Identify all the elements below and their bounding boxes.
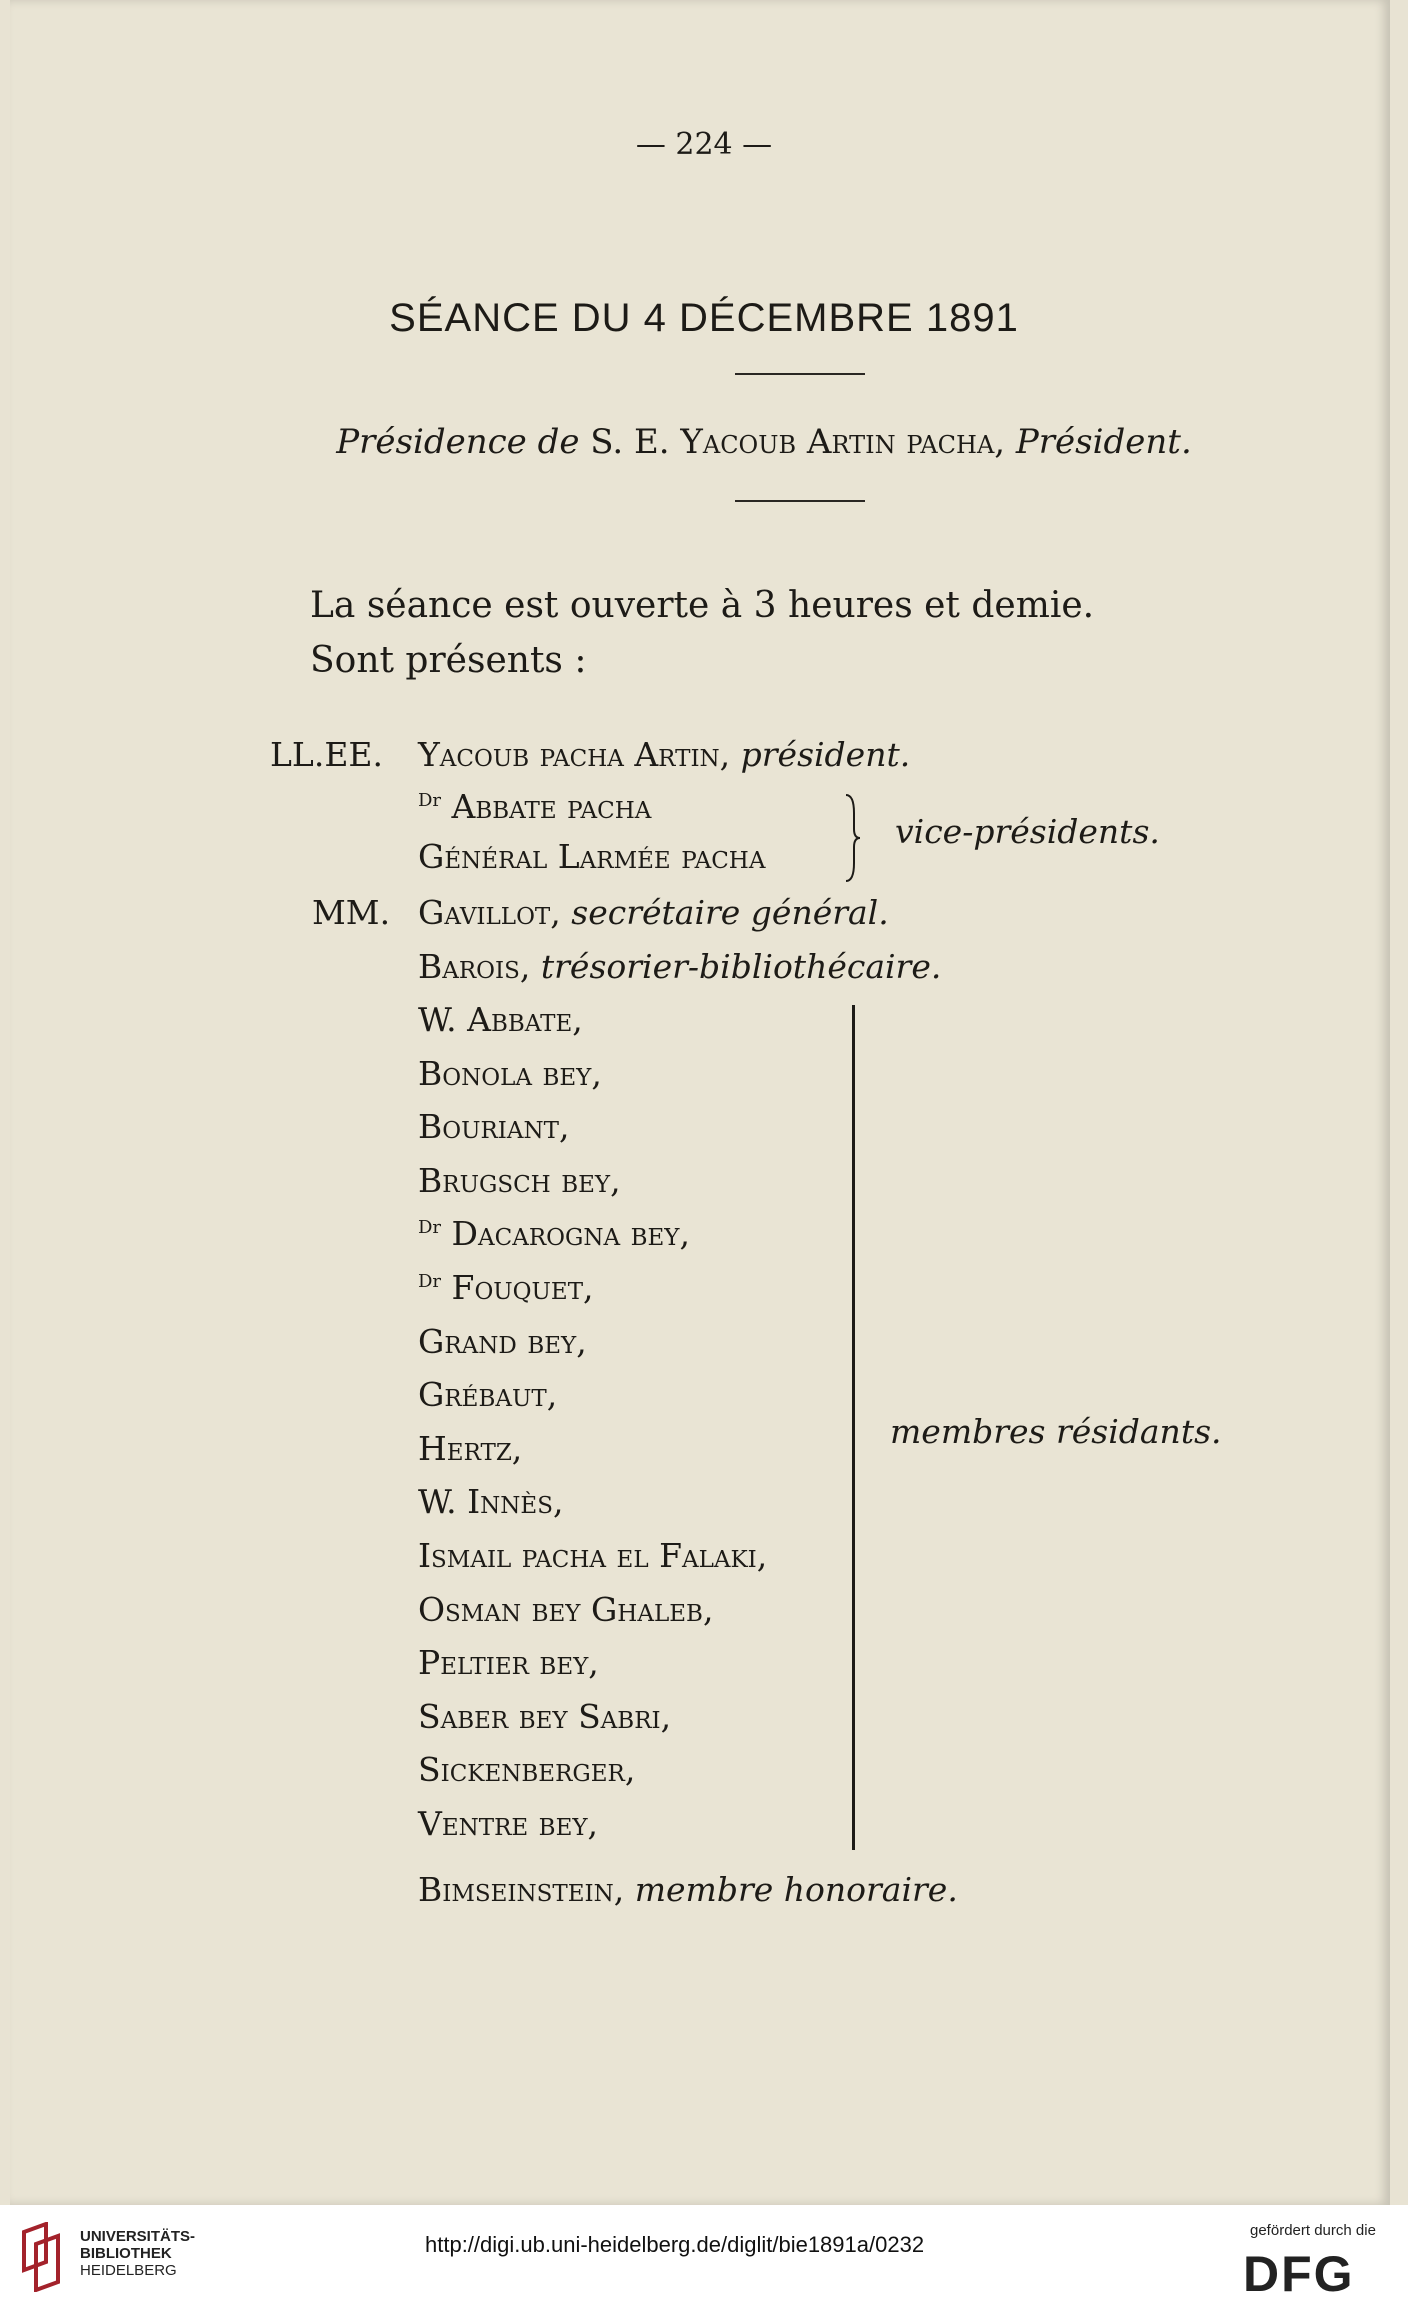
member-entry — [418, 1214, 690, 1253]
vice-president-name: Général Larmée pacha — [418, 837, 766, 876]
vice-president-name: Abbate pacha — [451, 787, 652, 826]
member-name: W. Abbate, — [418, 1000, 583, 1039]
presidence-name: S. E. Yacoub Artin pacha, — [590, 422, 1006, 462]
secretary-role: secrétaire général. — [571, 893, 889, 932]
secretary-name: Gavillot, — [418, 893, 561, 932]
footer-bar — [0, 2205, 1408, 2315]
member-entry — [418, 1161, 621, 1200]
member-name: Dacarogna bey, — [451, 1214, 690, 1254]
honorary-role: membre honoraire. — [634, 1870, 958, 1909]
vice-president-entry — [418, 787, 651, 826]
member-entry — [418, 1375, 557, 1414]
members-label: membres résidants. — [890, 1412, 1222, 1451]
member-name: Ismail pacha el Falaki, — [418, 1536, 768, 1575]
vice-president-entry — [418, 837, 765, 876]
vice-president-title: Dr — [418, 790, 442, 811]
president-role: président. — [740, 735, 911, 774]
member-title: Dr — [418, 1271, 442, 1292]
presidence-prefix: Présidence de — [336, 422, 580, 462]
vice-brace-icon — [842, 793, 862, 883]
secretary-entry — [418, 893, 889, 932]
members-bracket-point — [852, 1415, 861, 1445]
member-entry — [418, 1054, 602, 1093]
president-name: Yacoub pacha Artin, — [418, 735, 731, 774]
llee-label: LL.EE. — [270, 735, 383, 774]
member-entry — [418, 1322, 587, 1361]
member-name: Sickenberger, — [418, 1750, 636, 1790]
treasurer-entry — [418, 947, 941, 986]
source-url-link[interactable]: http://digi.ub.uni-heidelberg.de/diglit/bie1891a/0232 — [425, 2232, 925, 2257]
library-logo-icon — [16, 2222, 66, 2292]
member-name: Saber bey Sabri, — [418, 1696, 672, 1736]
member-entry — [418, 1643, 599, 1682]
presidence-line — [0, 422, 1408, 462]
vice-presidents-label: vice-présidents. — [895, 812, 1160, 851]
member-entry — [418, 1107, 569, 1146]
member-title: Dr — [418, 1217, 442, 1239]
library-line: BIBLIOTHEK — [80, 2245, 172, 2262]
member-entry — [418, 1000, 583, 1039]
honorary-name: Bimseinstein, — [418, 1870, 625, 1909]
member-entry — [418, 1268, 594, 1307]
treasurer-role: trésorier-bibliothécaire. — [540, 947, 942, 986]
session-title: SÉANCE DU 4 DÉCEMBRE 1891 — [389, 296, 1019, 340]
title-rule — [735, 373, 865, 375]
member-name: Hertz, — [418, 1428, 523, 1468]
member-entry — [418, 1590, 713, 1629]
library-line: HEIDELBERG — [80, 2262, 177, 2279]
member-entry — [418, 1804, 598, 1843]
treasurer-name: Barois, — [418, 947, 531, 986]
library-name — [80, 2228, 195, 2279]
member-entry — [418, 1429, 522, 1468]
member-name: Brugsch bey, — [418, 1160, 621, 1200]
present-line: Sont présents : — [310, 640, 587, 681]
presidence-suffix: Président. — [1015, 422, 1192, 462]
library-line: UNIVERSITÄTS- — [80, 2228, 196, 2245]
member-name: Ventre bey, — [418, 1804, 599, 1843]
member-name: Peltier bey, — [418, 1643, 599, 1683]
member-entry — [418, 1536, 767, 1575]
funding-text: gefördert durch die — [1250, 2222, 1376, 2239]
member-name: W. Innès, — [418, 1482, 564, 1522]
presidence-rule — [735, 500, 865, 502]
member-entry — [418, 1482, 563, 1521]
member-name: Bonola bey, — [418, 1053, 602, 1093]
member-name: Bouriant, — [418, 1107, 570, 1147]
honorary-entry — [418, 1870, 958, 1909]
member-entry — [418, 1697, 671, 1736]
mm-label: MM. — [312, 893, 391, 932]
member-entry — [418, 1750, 635, 1789]
dfg-logo: DFG — [1243, 2246, 1355, 2302]
page-number: — 224 — — [635, 127, 773, 162]
member-name: Fouquet, — [451, 1268, 594, 1307]
opening-line: La séance est ouverte à 3 heures et demie. — [310, 585, 1095, 626]
member-name: Grébaut, — [418, 1375, 558, 1415]
member-name: Grand bey, — [418, 1321, 587, 1361]
president-entry — [418, 735, 910, 774]
member-name: Osman bey Ghaleb, — [418, 1589, 714, 1629]
